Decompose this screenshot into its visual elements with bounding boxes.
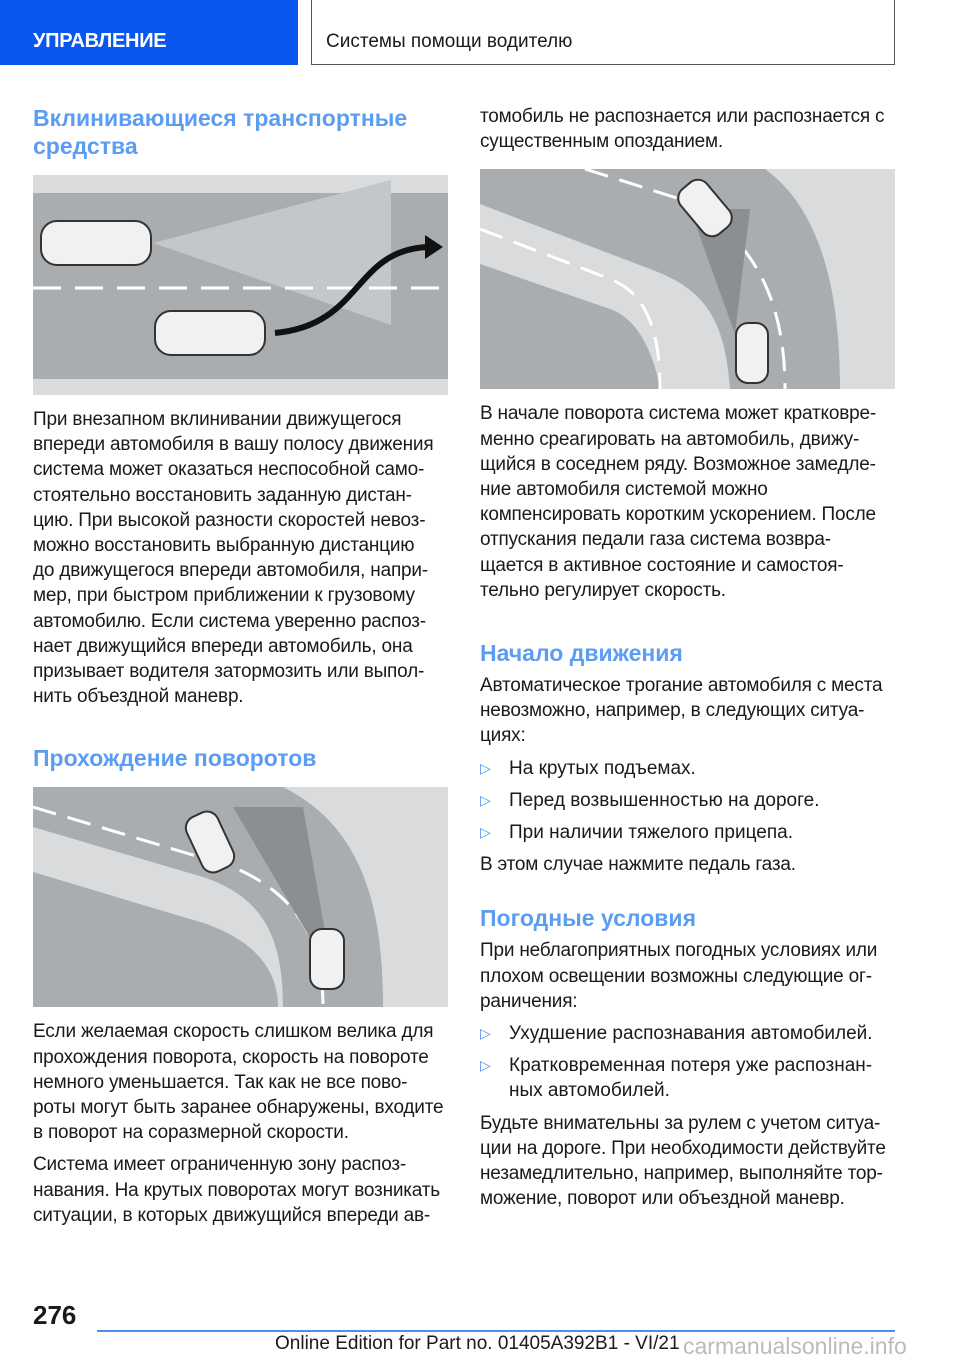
heading-cut-in: Вклинивающиеся транспортные средства [33, 105, 408, 159]
bullet-triangle-icon: ▷ [480, 759, 491, 776]
heading-drive-off: Начало движения [480, 640, 683, 667]
chapter-title: Системы помощи водителю [311, 0, 895, 65]
list-item [480, 1053, 896, 1103]
list-drive-off [480, 756, 896, 846]
footer-divider [97, 1330, 895, 1332]
list-item [480, 1021, 896, 1046]
section-tab: УПРАВЛЕНИЕ [0, 0, 298, 65]
page-number: 276 [33, 1300, 77, 1330]
paragraph: В начале поворота система может кратковре- менно среагировать на автомобиль, движу- щийся в соседнем ряду. Возможное замедле- ние автомобиля системой можно компенсировать коротким ускорением. После отпускания педали газа система возвра- щается в активное состояние и самостоя- тельно регулирует скорость. [480, 403, 876, 601]
cut-in-illustration [33, 175, 448, 395]
heading-cornering: Прохождение поворотов [33, 745, 317, 772]
list-item-text: Перед возвышенностью на дороге. [509, 789, 820, 811]
paragraph: томобиль не распознается или распознается с существенным опозданием. [480, 106, 885, 153]
list-item-text: При наличии тяжелого прицепа. [509, 822, 793, 844]
paragraph: Автоматическое трогание автомобиля с места невозможно, например, в следующих ситуа- циях: [480, 675, 883, 747]
paragraph: Будьте внимательны за рулем с учетом ситуа- ции на дороге. При необходимости действуйте незамедлительно, например, выполняйте тор- можение, поворот или объездной маневр. [480, 1112, 886, 1210]
paragraph: В этом случае нажмите педаль газа. [480, 854, 796, 876]
bullet-triangle-icon: ▷ [480, 1025, 491, 1042]
list-item-text: Кратковременная потеря уже распознан- ных автомобилей. [509, 1055, 873, 1102]
bullet-triangle-icon: ▷ [480, 824, 491, 841]
bullet-triangle-icon: ▷ [480, 1057, 491, 1074]
right-column [480, 104, 896, 1211]
paragraph: Если желаемая скорость слишком велика для прохождения поворота, скорость на повороте немного уменьшается. Так как не все пово- роты могут быть заранее обнаружены, входите в поворот на соразмерной скорости. [33, 1021, 444, 1144]
watermark: carmanualsonline.info [683, 1333, 907, 1359]
list-item [480, 820, 896, 845]
adjacent-lane-illustration [480, 169, 895, 389]
paragraph: При внезапном вклинивании движущегося впереди автомобиля в вашу полосу движения система может оказаться неспособной само- стоятельно восстановить заданную дистан- цию. При высокой разности скоростей невоз- можно восстановить выбранную дистанцию до движущегося впереди автомобиля, напри- мер, при быстром приближении к грузовому автомобилю. Если система уверенно распоз- нает движущийся впереди автомобиль, она призывает водителя затормозить или выпол- нить объездной маневр. [33, 409, 434, 708]
list-weather [480, 1021, 896, 1104]
paragraph: При неблагоприятных погодных условиях или плохом освещении возможны следующие ог- раничения: [480, 940, 878, 1012]
paragraph: Система имеет ограниченную зону распоз- навания. На крутых поворотах могут возникать ситуации, в которых движущийся впереди ав- [33, 1154, 440, 1226]
cornering-illustration [33, 787, 448, 1007]
edition-note: Online Edition for Part no. 01405A392B1 - VI/21 [275, 1333, 680, 1354]
list-item [480, 788, 896, 813]
list-item-text: Ухудшение распознавания автомобилей. [509, 1023, 873, 1045]
heading-weather: Погодные условия [480, 905, 696, 932]
bullet-triangle-icon: ▷ [480, 791, 491, 808]
list-item-text: На крутых подъемах. [509, 757, 696, 779]
list-item [480, 756, 896, 781]
left-column [33, 104, 449, 1228]
